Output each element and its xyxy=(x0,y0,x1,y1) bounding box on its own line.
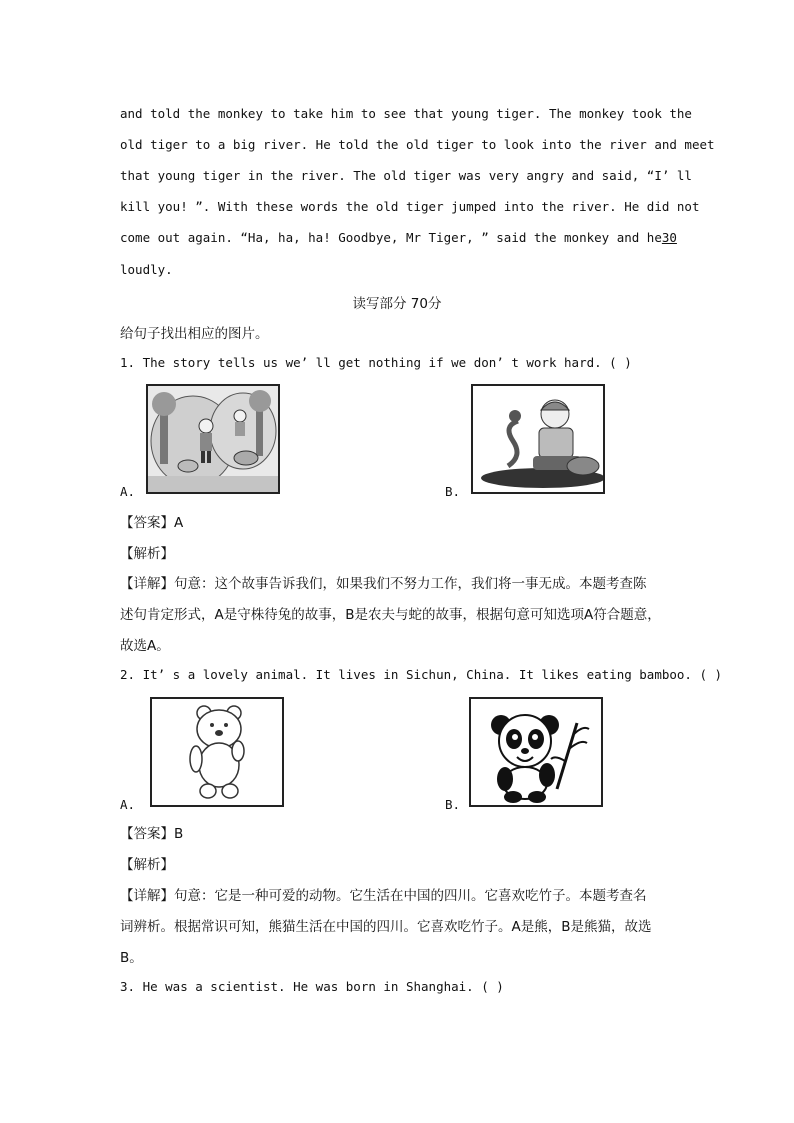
q2-option-a-image xyxy=(150,697,284,807)
q2-option-b-label: B. xyxy=(445,797,461,812)
story-line-1: and told the monkey to take him to see that young tiger. The monkey took the xyxy=(120,106,692,121)
bear-icon xyxy=(152,699,282,805)
question-1-stem: 1. The story tells us we’ ll get nothing if we don’ t work hard. ( ) xyxy=(120,355,632,370)
q2-detail-3: B。 xyxy=(120,950,143,966)
q2-option-b-image xyxy=(469,697,603,807)
q1-option-a-image xyxy=(146,384,280,494)
story-line-4: kill you! ”. With these words the old tiger jumped into the river. He did not xyxy=(120,199,700,214)
story-line-5 xyxy=(120,230,677,245)
q2-detail-1: 【详解】句意：它是一种可爱的动物。它生活在中国的四川。它喜欢吃竹子。本题考查名 xyxy=(120,888,647,904)
story-line-6: loudly. xyxy=(120,262,173,277)
tree-stump-rabbit-icon xyxy=(148,386,278,492)
q2-detail-2: 词辨析。根据常识可知，熊猫生活在中国的四川。它喜欢吃竹子。A是熊，B是熊猫，故选 xyxy=(120,919,652,935)
q2-answer: 【答案】B xyxy=(120,826,184,842)
farmer-and-snake-icon xyxy=(473,386,603,492)
q2-analysis: 【解析】 xyxy=(120,857,174,873)
question-3-stem: 3. He was a scientist. He was born in Shanghai. ( ) xyxy=(120,979,504,994)
q1-option-b-image xyxy=(471,384,605,494)
q1-detail-3: 故选A。 xyxy=(120,638,170,654)
q1-answer: 【答案】A xyxy=(120,515,184,531)
blank-30: 30 xyxy=(661,230,677,245)
section-title: 读写部分 70分 xyxy=(352,296,442,312)
question-2-stem: 2. It’ s a lovely animal. It lives in Sichun, China. It likes eating bamboo. ( ) xyxy=(120,667,723,682)
panda-icon xyxy=(471,699,601,805)
q1-detail-2: 述句肯定形式，A是守株待兔的故事，B是农夫与蛇的故事，根据句意可知选项A符合题意， xyxy=(120,607,661,623)
instruction: 给句子找出相应的图片。 xyxy=(120,326,269,342)
q1-option-b-label: B. xyxy=(445,484,461,499)
story-line-2: old tiger to a big river. He told the old tiger to look into the river and meet xyxy=(120,137,715,152)
q1-analysis: 【解析】 xyxy=(120,546,174,562)
q1-option-a-label: A. xyxy=(120,484,136,499)
q1-detail-1: 【详解】句意：这个故事告诉我们，如果我们不努力工作，我们将一事无成。本题考查陈 xyxy=(120,576,647,592)
story-line-3: that young tiger in the river. The old tiger was very angry and said, “I’ ll xyxy=(120,168,692,183)
story-line-5-text: come out again. “Ha, ha, ha! Goodbye, Mr Tiger, ” said the monkey and he xyxy=(120,230,662,245)
q2-option-a-label: A. xyxy=(120,797,136,812)
